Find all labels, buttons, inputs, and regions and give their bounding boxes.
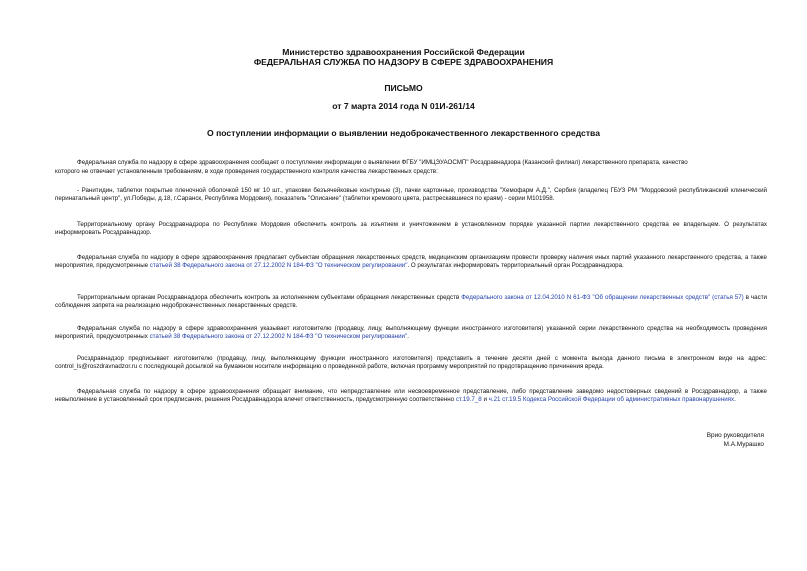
paragraph-4 [55, 254, 767, 271]
paragraph-4-text-b: . О результатах информировать территориальный орган Росздравнадзора. [407, 262, 624, 270]
paragraph-1-line-1: Федеральная служба по надзору в сфере здравоохранения сообщает о поступлении информации о выявлении ФГБУ "ИМЦЭУАОСМП" Росздравнадзора (Казанский филиал) лекарственного препарата, качество [77, 159, 688, 166]
signatory-role: Врио руководителя [706, 432, 764, 439]
signatory-name: М.А.Мурашко [723, 441, 764, 448]
koap-19-5-link[interactable]: ч.21 ст.19.5 Кодекса Российской Федерации об административных правонарушениях [488, 396, 735, 404]
paragraph-5-text-a: Территориальным органам Росздравнадзора обеспечить контроль за исполнением субъектами обращения лекарственных средств [77, 294, 462, 301]
paragraph-8-and: и [481, 396, 489, 404]
paragraph-8-text-a: Федеральная служба по надзору в сфере здравоохранения обращает внимание, что непредставление или несвоевременное представление, либо представление заведомо недостоверных сведений в Росздравнадзор, а также невыполнение в установленный срок предписания, решения Росздравнадзора влечет ответственность, предусмотренную соответственно [55, 388, 767, 404]
paragraph-6-text-a: Федеральная служба по надзору в сфере здравоохранения указывает изготовителю (продавцу, лицу, выполняющему функции иностранного изготовителя) указанной серии лекарственного средства на необходимость проведения мероприятий, предусмотренных [55, 325, 767, 341]
paragraph-2-product: - Ранитидин, таблетки покрытые пленочной оболочкой 150 мг 10 шт., упаковки безъячейковые контурные (3), пачки картонные, производства "Хемофарм А.Д.", Сербия (владелец ГБУЗ РМ "Мордовский республиканский клинический перинатальный центр", ул.Победы, д.18, г.Саранск, Республика Мордовия), показатель "Описание" (таблетки кремового цвета, растрескавшиеся по краям) - серии М101958. [55, 187, 767, 203]
paragraph-1-line-2: которого не отвечает установленным требованиям, в ходе проведения государственного контроля качества лекарственных средств: [55, 167, 438, 175]
document-subject: О поступлении информации о выявлении недоброкачественного лекарственного средства [207, 128, 600, 138]
document-date-number: от 7 марта 2014 года N 01И-261/14 [332, 101, 475, 111]
ministry-name: Министерство здравоохранения Российской Федерации [282, 47, 525, 57]
service-name: ФЕДЕРАЛЬНАЯ СЛУЖБА ПО НАДЗОРУ В СФЕРЕ ЗДРАВООХРАНЕНИЯ [253, 57, 554, 67]
law-184-fz-link-2[interactable]: статьей 38 Федерального закона от 27.12.2002 N 184-ФЗ "О техническом регулировании" [149, 333, 408, 341]
paragraph-5-text-b: в части соблюдения запрета на реализацию недоброкачественных лекарственных средств. [55, 294, 767, 310]
article-57-link[interactable]: (статья 57) [712, 294, 744, 301]
paragraph-6 [55, 325, 767, 342]
paragraph-8-text-b: . [734, 396, 736, 404]
paragraph-4-text-a: Федеральная служба по надзору в сфере здравоохранения предлагает субъектам обращения лекарственных средств, медицинским организациям провести проверку наличия иных партий указанного лекарственного средства, а также мероприятия, предусмотренные [55, 254, 767, 270]
paragraph-8 [55, 388, 767, 405]
article-19-7-8-link[interactable]: ст.19.7_8 [455, 396, 482, 404]
paragraph-6-text-b: . [407, 333, 409, 341]
paragraph-5 [55, 294, 767, 311]
document-type: ПИСЬМО [384, 83, 423, 93]
law-61-fz-link[interactable]: Федерального закона от 12.04.2010 N 61-ФЗ "Об обращении лекарственных средств" [461, 294, 711, 301]
paragraph-3: Территориальному органу Росздравнадзора по Республике Мордовия обеспечить контроль за изъятием и уничтожением в установленном порядке указанной партии лекарственного средства ее владельцем. О результатах информировать Росздравнадзор. [55, 221, 767, 237]
paragraph-7: Росздравнадзор предписывает изготовителю (продавцу, лицу, выполняющему функции иностранного изготовителя) представить в течение десяти дней с момента выхода данного письма в электронном виде на адрес: control_ls@roszdravnadzor.ru с последующей досылкой на бумажном носителе информацию о проведенной работе, включая программу мероприятий по предотвращению причинения вреда. [55, 355, 767, 371]
law-184-fz-link[interactable]: статьей 38 Федерального закона от 27.12.2002 N 184-ФЗ "О техническом регулировании" [149, 262, 408, 270]
